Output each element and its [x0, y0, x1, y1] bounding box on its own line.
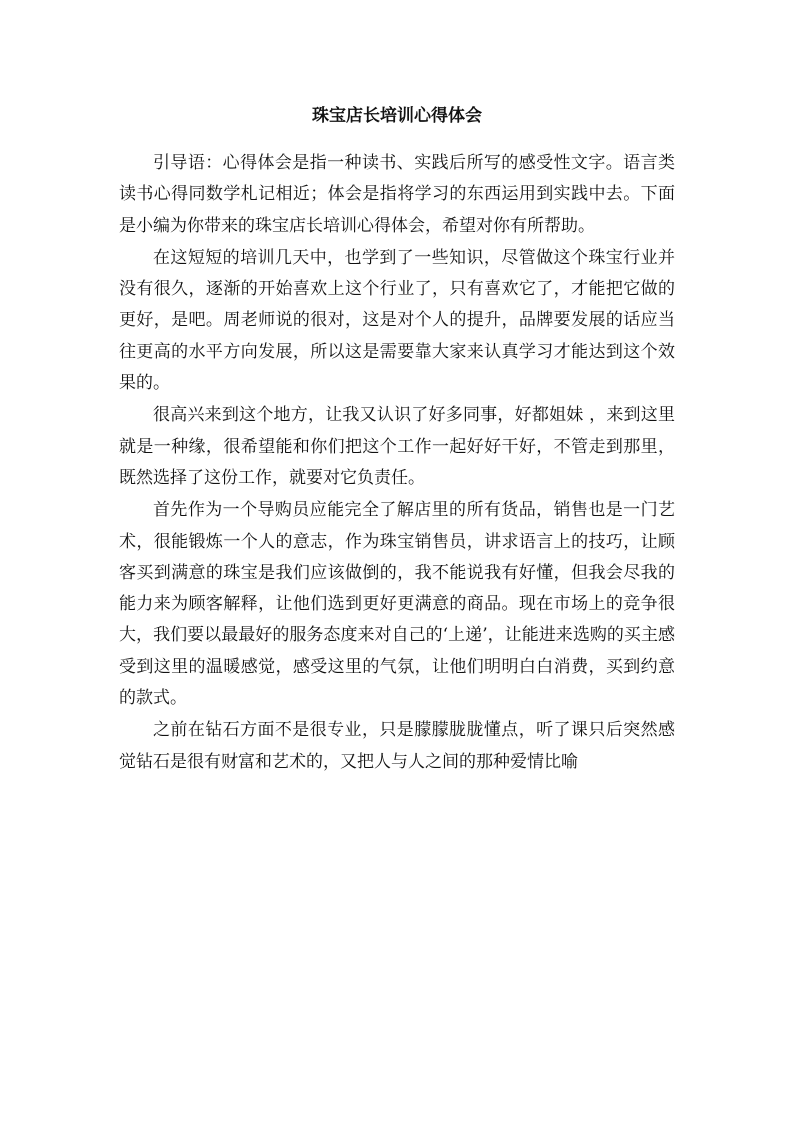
- paragraph-intro: 引导语：心得体会是指一种读书、实践后所写的感受性文字。语言类读书心得同数学札记相近；体会是指将学习的东西运用到实践中去。下面是小编为你带来的珠宝店长培训心得体会，希望对你有所帮助。: [119, 153, 675, 236]
- paragraph-training: 在这短短的培训几天中，也学到了一些知识，尽管做这个珠宝行业并没有很久，逐渐的开始喜欢上这个行业了，只有喜欢它了，才能把它做的更好，是吧。周老师说的很对，这是对个人的提升，品牌要发展的话应当往更高的水平方向发展，所以这是需要靠大家来认真学习才能达到这个效果的。: [119, 247, 675, 394]
- document-body: [119, 148, 675, 778]
- paragraph-sales: 首先作为一个导购员应能完全了解店里的所有货品，销售也是一门艺术，很能锻炼一个人的意志，作为珠宝销售员，讲求语言上的技巧，让顾客买到满意的珠宝是我们应该做倒的，我不能说我有好懂，但我会尽我的能力来为顾客解释，让他们选到更好更满意的商品。现在市场上的竞争很大，我们要以最最好的服务态度来对自己的‘上递’，让能进来选购的买主感受到这里的温暖感觉，感受这里的气氛，让他们明明白白消费，买到约意的款式。: [119, 500, 675, 709]
- document-title: 珠宝店长培训心得体会: [312, 106, 482, 126]
- paragraph-diamond: 之前在钻石方面不是很专业，只是朦朦胧胧懂点，听了课只后突然感觉钻石是很有财富和艺术的，又把人与人之间的那种爱情比喻: [119, 720, 675, 772]
- paragraph-colleagues: 很高兴来到这个地方，让我又认识了好多同事，好都姐妹 ，来到这里就是一种缘，很希望能和你们把这个工作一起好好干好，不管走到那里，既然选择了这份工作，就要对它负责任。: [119, 405, 675, 488]
